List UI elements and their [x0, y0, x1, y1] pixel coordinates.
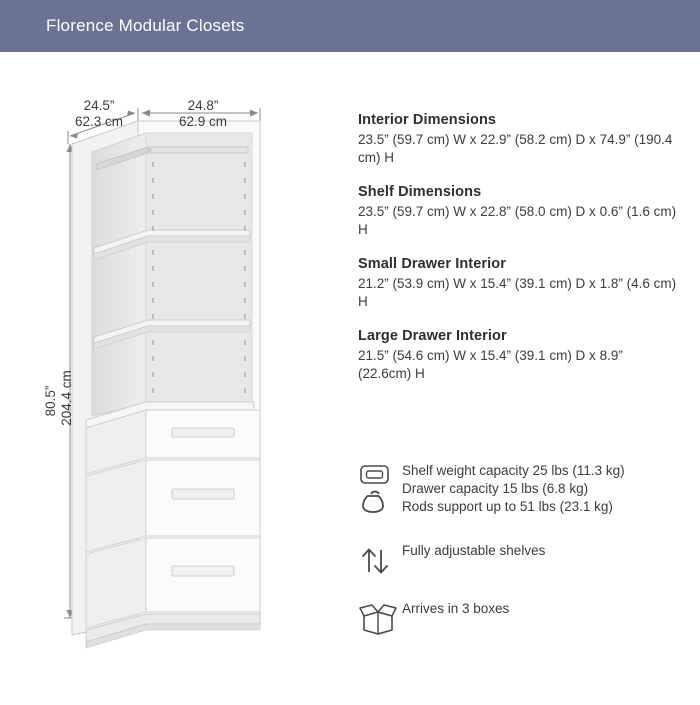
feature-line: Drawer capacity 15 lbs (6.8 kg): [402, 481, 589, 496]
spec-small-drawer-interior: [358, 256, 678, 311]
feature-line: Shelf weight capacity 25 lbs (11.3 kg): [402, 463, 625, 478]
depth-dimension-label: [60, 98, 138, 130]
depth-cm: 62.3 cm: [74, 114, 124, 129]
spec-title: Large Drawer Interior: [358, 328, 507, 344]
feature-line: Rods support up to 51 lbs (23.1 kg): [402, 499, 613, 514]
feature-weight-capacity: [358, 462, 688, 520]
width-inches: 24.8”: [187, 98, 219, 113]
feature-line: Fully adjustable shelves: [402, 543, 546, 558]
spec-title: Small Drawer Interior: [358, 256, 506, 272]
feature-adjustable-shelves: [358, 542, 688, 578]
spec-title: Shelf Dimensions: [358, 184, 482, 200]
feature-boxes: [358, 600, 688, 636]
width-dimension-label: [148, 98, 258, 130]
depth-inches: 24.5”: [83, 98, 115, 113]
spec-body: 21.5” (54.6 cm) W x 15.4” (39.1 cm) D x 8.9” (22.6cm) H: [358, 348, 623, 381]
spec-title: Interior Dimensions: [358, 112, 497, 128]
adjustable-shelves-icon: [358, 542, 402, 578]
spec-body: 23.5” (59.7 cm) W x 22.8” (58.0 cm) D x 0.6” (1.6 cm) H: [358, 204, 677, 237]
spec-body: 21.2” (53.9 cm) W x 15.4” (39.1 cm) D x 1.8” (4.6 cm) H: [358, 276, 677, 309]
height-inches: 80.5”: [43, 385, 58, 417]
spec-large-drawer-interior: [358, 328, 678, 383]
page-header: [0, 0, 700, 52]
feature-text: [402, 600, 509, 618]
weight-capacity-icon: [358, 462, 402, 520]
specifications-list: [358, 112, 678, 400]
height-dimension-label: [43, 353, 75, 443]
feature-line: Arrives in 3 boxes: [402, 601, 510, 616]
spec-shelf-dimensions: [358, 184, 678, 239]
spec-interior-dimensions: [358, 112, 678, 167]
height-cm: 204.4 cm: [59, 370, 74, 426]
width-cm: 62.9 cm: [178, 114, 228, 129]
boxes-icon: [358, 600, 402, 636]
page-title: Florence Modular Closets: [46, 16, 245, 35]
product-diagram: [0, 52, 340, 700]
feature-text: [402, 542, 545, 560]
feature-text: [402, 462, 625, 516]
spec-body: 23.5” (59.7 cm) W x 22.9” (58.2 cm) D x 74.9” (190.4 cm) H: [358, 132, 673, 165]
features-list: [358, 462, 688, 658]
